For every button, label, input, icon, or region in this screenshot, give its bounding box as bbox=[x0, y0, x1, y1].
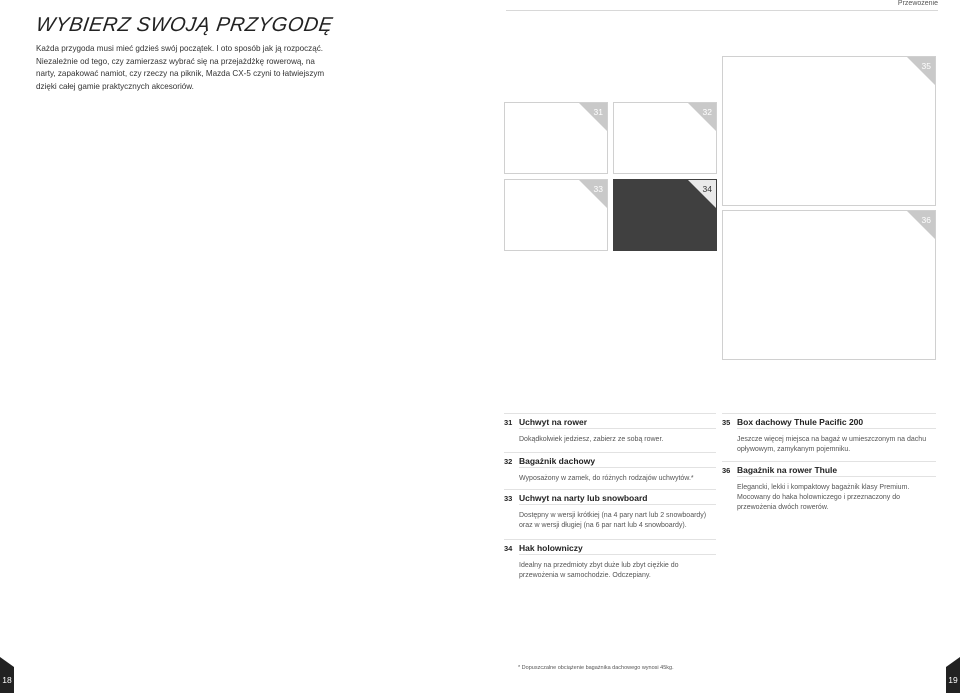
accessory-title: Uchwyt na rower bbox=[519, 417, 588, 427]
accessory-title: Box dachowy Thule Pacific 200 bbox=[737, 417, 864, 427]
page-headline: WYBIERZ SWOJĄ PRZYGODĘ bbox=[34, 14, 335, 36]
photo-36 bbox=[722, 210, 936, 360]
photo-35 bbox=[722, 56, 936, 206]
accessory-number: 31 bbox=[504, 418, 513, 427]
section-label: Przewożenie bbox=[897, 0, 938, 7]
accessory-title: Bagażnik na rower Thule bbox=[737, 465, 838, 475]
photo-number: 34 bbox=[702, 184, 712, 194]
accessory-title: Hak holowniczy bbox=[519, 543, 583, 553]
accessory-number: 36 bbox=[722, 466, 731, 475]
photo-31 bbox=[504, 102, 608, 174]
accessory-title: Uchwyt na narty lub snowboard bbox=[519, 493, 648, 503]
photo-34 bbox=[613, 179, 717, 251]
photo-number: 33 bbox=[593, 184, 603, 194]
accessory-desc: Wyposażony w zamek, do różnych rodzajów uchwytów.* bbox=[519, 467, 716, 489]
photo-number: 31 bbox=[593, 107, 603, 117]
accessory-column-left-lower bbox=[504, 539, 716, 581]
accessory-title: Bagażnik dachowy bbox=[519, 456, 596, 466]
photo-number: 36 bbox=[921, 215, 931, 225]
accessory-number: 35 bbox=[722, 418, 731, 427]
intro-line-2: Niezależnie od tego, czy zamierzasz wybrać się na przejażdżkę rowerową, na narty, zapakować namiot, czy rzeczy na piknik, Mazda CX-5 czyni to łatwiejszym dzięki całej gamie praktycznych akcesoriów. bbox=[36, 56, 325, 91]
intro-text bbox=[36, 43, 326, 93]
footnote: * Dopuszczalne obciążenie bagażnika dachowego wynosi 45kg. bbox=[518, 665, 674, 671]
accessory-number: 32 bbox=[504, 457, 513, 466]
accessory-36 bbox=[722, 461, 936, 512]
top-divider bbox=[506, 10, 938, 11]
page-number-text: 18 bbox=[2, 675, 12, 685]
accessory-desc: Elegancki, lekki i kompaktowy bagażnik klasy Premium. Mocowany do haka holowniczego i przeznaczony do przewożenia dwóch rowerów. bbox=[737, 476, 936, 512]
accessory-33 bbox=[504, 489, 716, 536]
page-number-text: 19 bbox=[948, 675, 958, 685]
accessory-desc: Idealny na przedmioty zbyt duże lub zbyt ciężkie do przewożenia w samochodzie. Odczepiany. bbox=[519, 554, 716, 581]
accessory-desc: Dostępny w wersji krótkiej (na 4 pary nart lub 2 snowboardy) oraz w wersji długiej (na 6 par nart lub 4 snowboardy). bbox=[519, 504, 716, 536]
page-number-left bbox=[0, 667, 14, 693]
intro-line-1: Każda przygoda musi mieć gdzieś swój początek. I oto sposób jak ją rozpocząć. bbox=[36, 44, 324, 53]
accessory-desc: Dokądkolwiek jedziesz, zabierz ze sobą rower. bbox=[519, 428, 716, 452]
accessory-34 bbox=[504, 539, 716, 581]
accessory-32 bbox=[504, 452, 716, 489]
accessory-column-left bbox=[504, 413, 716, 536]
accessory-number: 34 bbox=[504, 544, 513, 553]
photo-33 bbox=[504, 179, 608, 251]
accessory-column-right bbox=[722, 413, 936, 512]
photo-number: 32 bbox=[702, 107, 712, 117]
photo-32 bbox=[613, 102, 717, 174]
accessory-31 bbox=[504, 413, 716, 452]
accessory-desc: Jeszcze więcej miejsca na bagaż w umieszczonym na dachu opływowym, zamykanym pojemniku. bbox=[737, 428, 936, 461]
accessory-number: 33 bbox=[504, 494, 513, 503]
accessory-35 bbox=[722, 413, 936, 461]
photo-number: 35 bbox=[921, 61, 931, 71]
page-number-right bbox=[946, 667, 960, 693]
